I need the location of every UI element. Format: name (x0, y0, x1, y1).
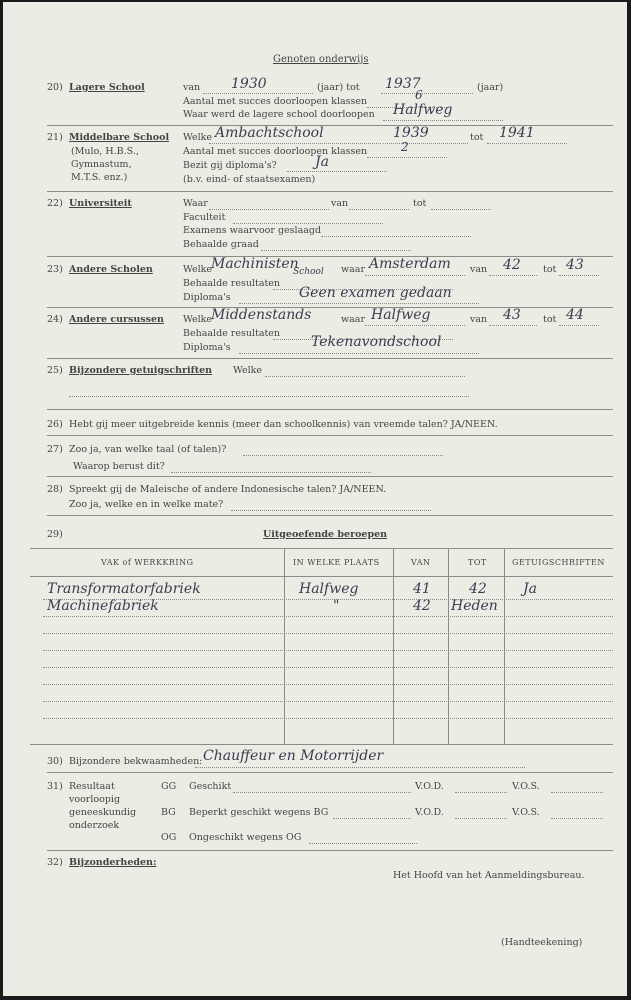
s20-klassen-label: Aantal met succes doorloopen klassen (183, 96, 368, 107)
s21-sub1: (Mulo, H.B.S., (71, 146, 139, 157)
row2-van: 42 (413, 598, 431, 614)
s25-title: Bijzondere getuigschriften (69, 365, 213, 376)
s31-bg-vod: V.O.D. (415, 807, 444, 818)
s30-label: Bijzondere bekwaamheden: (69, 756, 203, 767)
s24-welke-label: Welke (183, 314, 213, 325)
s23-welke-label: Welke (183, 264, 213, 275)
s24-van-value: 43 (503, 307, 521, 323)
s21-number: 21) (47, 132, 63, 143)
s22-examens-label: Examens waarvoor geslaagd (183, 225, 322, 236)
s20-jaar: (jaar) (477, 82, 504, 93)
s31-og-text: Ongeschikt wegens OG (189, 832, 302, 843)
s31-gg-code: GG (161, 781, 177, 792)
s20-title: Lagere School (69, 82, 145, 93)
s23-number: 23) (47, 264, 63, 275)
s23-diploma-label: Diploma's (183, 292, 231, 303)
s21-klassen-value: 2 (401, 140, 409, 154)
s31-bg-text: Beperkt geschikt wegens BG (189, 807, 329, 818)
s24-waar-value: Halfweg (371, 307, 431, 323)
page-title: Genoten onderwijs (273, 54, 369, 65)
col-header-tot: TOT (468, 558, 487, 567)
s21-diploma-value: Ja (315, 154, 329, 170)
row2-tot: Heden (451, 598, 498, 614)
s23-tot-label: tot (543, 264, 557, 275)
s28-question: Spreekt gij de Maleische of andere Indonesische talen? JA/NEEN. (69, 484, 387, 495)
s22-tot-label: tot (413, 198, 427, 209)
s21-welke-label: Welke (183, 132, 213, 143)
s23-waar-label: waar (341, 264, 366, 275)
s23-tot-value: 43 (566, 257, 584, 273)
s23-title: Andere Scholen (69, 264, 153, 275)
s30-number: 30) (47, 756, 63, 767)
s21-from-value: 1939 (393, 125, 429, 141)
s22-faculteit-label: Faculteit (183, 212, 226, 223)
s24-welke-value: Middenstands (211, 307, 312, 323)
s21-title: Middelbare School (69, 132, 170, 143)
s24-resultaten-label: Behaalde resultaten (183, 328, 281, 339)
row1-getuig: Ja (523, 581, 537, 597)
s23-welke-value: Machinisten (211, 256, 299, 272)
s22-van-label: van (331, 198, 349, 209)
s23-diploma-value: Geen examen gedaan (299, 285, 452, 301)
s27-question-2: Waarop berust dit? (73, 461, 165, 472)
s27-question: Zoo ja, van welke taal (of talen)? (69, 444, 227, 455)
s31-bg-code: BG (161, 807, 176, 818)
s31-gg-text: Geschikt (189, 781, 232, 792)
s20-van-value: 1930 (231, 76, 267, 92)
s20-waar-value: Halfweg (393, 102, 453, 118)
row2-vak: Machinefabriek (47, 598, 159, 614)
s30-value: Chauffeur en Motorrijder (203, 748, 384, 764)
s21-sub3: M.T.S. enz.) (71, 172, 128, 183)
s28-number: 28) (47, 484, 63, 495)
s21-to-value: 1941 (499, 125, 535, 141)
row1-vak: Transformatorfabriek (47, 581, 201, 597)
s24-diploma-value: Tekenavondschool (311, 334, 442, 350)
s31-og-code: OG (161, 832, 177, 843)
s24-waar-label: waar (341, 314, 366, 325)
s31-label-2: voorloopig (69, 794, 121, 805)
s31-bg-vos: V.O.S. (512, 807, 540, 818)
s24-diploma-label: Diploma's (183, 342, 231, 353)
s31-label-1: Resultaat (69, 781, 115, 792)
s24-van-label: van (470, 314, 488, 325)
col-header-getuigschriften: GETUIGSCHRIFTEN (512, 558, 605, 567)
s29-title: Uitgeoefende beroepen (263, 529, 388, 540)
s21-tot-label: tot (470, 132, 484, 143)
s20-number: 20) (47, 82, 63, 93)
s20-tot-value: 1937 (385, 76, 421, 92)
s22-graad-label: Behaalde graad (183, 239, 259, 250)
s24-number: 24) (47, 314, 63, 325)
s20-waar-label: Waar werd de lagere school doorloopen (183, 109, 375, 120)
s23-resultaten-label: Behaalde resultaten (183, 278, 281, 289)
s20-klassen-value: 6 (415, 88, 423, 102)
col-header-plaats: IN WELKE PLAATS (293, 558, 380, 567)
s21-klassen-label: Aantal met succes doorloopen klassen (183, 146, 368, 157)
s24-tot-value: 44 (566, 307, 584, 323)
s31-gg-vos: V.O.S. (512, 781, 540, 792)
s32-signature-label: (Handteekening) (501, 937, 583, 948)
row2-plaats: " (333, 598, 340, 614)
row1-tot: 42 (469, 581, 487, 597)
s31-label-4: onderzoek (69, 820, 120, 831)
col-header-vak: VAK of WERKKRING (101, 558, 194, 567)
s23-welke-sub: School (293, 267, 324, 277)
s21-sub2: Gymnastum, (71, 159, 132, 170)
s32-hoofd: Het Hoofd van het Aanmeldingsbureau. (393, 870, 585, 881)
s21-examen-note: (b.v. eind- of staatsexamen) (183, 174, 316, 185)
s23-waar-value: Amsterdam (369, 256, 451, 272)
row1-plaats: Halfweg (299, 581, 359, 597)
s32-number: 32) (47, 857, 63, 868)
s20-jaar-tot: (jaar) tot (317, 82, 360, 93)
s32-title: Bijzonderheden: (69, 857, 157, 868)
s21-welke-value: Ambachtschool (215, 125, 324, 141)
s23-van-label: van (470, 264, 488, 275)
s20-van-label: van (183, 82, 201, 93)
s23-van-value: 42 (503, 257, 521, 273)
s25-number: 25) (47, 365, 63, 376)
s21-diploma-label: Bezit gij diploma's? (183, 160, 277, 171)
s26-question: Hebt gij meer uitgebreide kennis (meer dan schoolkennis) van vreemde talen? JA/NEEN. (69, 419, 498, 430)
s24-title: Andere cursussen (69, 314, 164, 325)
s25-welke-label: Welke (233, 365, 263, 376)
s24-tot-label: tot (543, 314, 557, 325)
row1-van: 41 (413, 581, 431, 597)
s31-label-3: geneeskundig (69, 807, 137, 818)
s29-number: 29) (47, 529, 63, 540)
s22-waar-label: Waar (183, 198, 208, 209)
s28-question-2: Zoo ja, welke en in welke mate? (69, 499, 224, 510)
col-header-van: VAN (411, 558, 431, 567)
s31-gg-vod: V.O.D. (415, 781, 444, 792)
s26-number: 26) (47, 419, 63, 430)
s22-title: Universiteit (69, 198, 132, 209)
registration-form-page (3, 2, 627, 996)
s22-number: 22) (47, 198, 63, 209)
s31-number: 31) (47, 781, 63, 792)
s27-number: 27) (47, 444, 63, 455)
